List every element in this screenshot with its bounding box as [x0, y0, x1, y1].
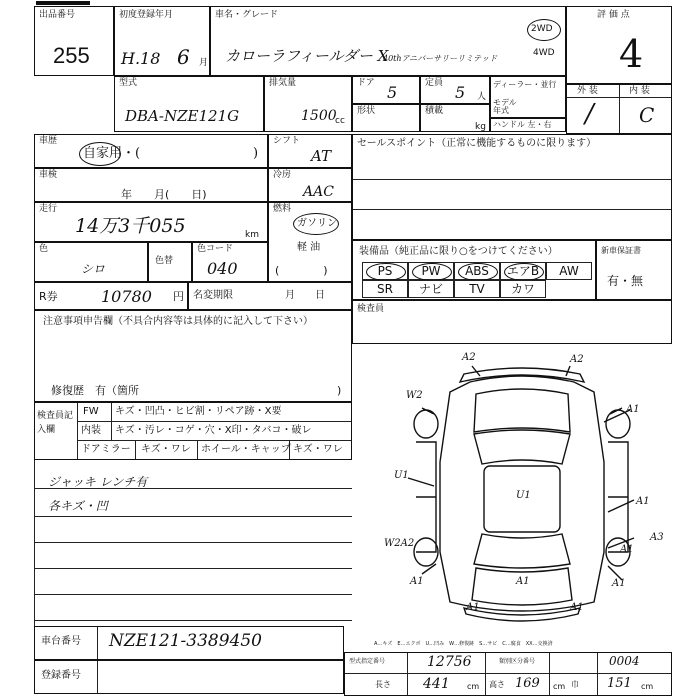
- model-label: 型式: [119, 78, 138, 88]
- exterior-label: 外 装: [577, 86, 598, 96]
- ac-label: 冷房: [273, 170, 292, 180]
- damage-mark: A1: [636, 496, 650, 507]
- score: 4: [619, 32, 644, 76]
- grade-note: 40thアニバーサリーリミテッド: [383, 54, 498, 63]
- recycle: 10780: [101, 287, 152, 306]
- ruled-line: [34, 594, 352, 595]
- score-box: [566, 6, 672, 84]
- lot-number: 255: [53, 43, 90, 68]
- damage-mark: A1: [410, 576, 424, 587]
- car-name-box: [210, 6, 566, 76]
- unit-label-2: 類別区分番号: [499, 658, 536, 665]
- name-change-value: 月 日: [285, 290, 325, 301]
- inspector-note-label: 検査員: [357, 304, 385, 314]
- history-value: 自家用・(: [83, 146, 141, 161]
- mileage: 14万3千055: [75, 215, 186, 237]
- doors-label: ドア: [357, 78, 375, 88]
- mileage-unit: km: [245, 230, 259, 240]
- damage-mark: A2: [570, 354, 584, 365]
- length-label: 長さ: [375, 680, 391, 689]
- doors: 5: [387, 83, 398, 102]
- color-code: 040: [207, 259, 238, 278]
- left-border: [34, 460, 35, 626]
- length-unit: cm: [467, 682, 480, 691]
- equipment-item: エアB: [500, 262, 546, 280]
- warranty-label: 新車保証書: [601, 246, 641, 255]
- repair-label: 修復歴 有（箇所: [51, 384, 139, 397]
- model-year-label: モデル年式: [493, 98, 517, 115]
- selling-box: [352, 134, 672, 240]
- damage-mark: A3: [650, 532, 664, 543]
- load-box: [420, 104, 490, 132]
- damage-mark: A2: [462, 352, 476, 363]
- warranty-value: 有・無: [607, 274, 644, 288]
- interior-label: 内 装: [629, 86, 650, 96]
- car-name: カローラフィールダー X: [225, 47, 389, 65]
- equipment-circle: [504, 263, 544, 281]
- damage-mark: A1: [620, 544, 634, 555]
- width-label: 巾: [571, 680, 579, 689]
- inspector-row3-c4: キズ・ワレ: [293, 444, 343, 455]
- first-reg-label: 初度登録年月: [119, 10, 174, 20]
- inspector-row3-c1: ドアミラー: [81, 444, 131, 455]
- inspection-value: 年 月( 日): [121, 188, 207, 201]
- handwritten-note-1: ジャッキ レンチ有: [48, 475, 148, 489]
- damage-mark: W2: [406, 390, 423, 401]
- lot-label: 出品番号: [39, 10, 76, 20]
- mileage-label: 走行: [39, 204, 58, 214]
- chassis-label: 車台番号: [41, 636, 81, 647]
- interior-grade: C: [639, 103, 655, 127]
- damage-mark: U1: [394, 470, 409, 481]
- handle-box: [490, 118, 566, 132]
- name-change-box: [188, 282, 352, 310]
- width: 151: [607, 676, 632, 691]
- exterior-grade: /: [585, 99, 594, 129]
- equipment-item: カワ: [500, 280, 546, 298]
- shift: AT: [311, 147, 332, 165]
- inspector-table: [34, 402, 352, 460]
- doors-box: [352, 76, 420, 104]
- equipment-item: AW: [546, 262, 592, 280]
- history-label: 車歴: [39, 136, 58, 146]
- equipment-item: PS: [362, 262, 408, 280]
- recycle-box: [34, 282, 188, 310]
- recycle-label: R券: [39, 290, 58, 303]
- capacity: 5: [455, 83, 466, 102]
- shift-label: シフト: [273, 136, 301, 146]
- mileage-box: [34, 202, 268, 242]
- reg-label: 登録番号: [41, 670, 81, 681]
- damage-mark: A1: [626, 404, 640, 415]
- unit-value-2: 0004: [609, 654, 640, 668]
- notes-box: [34, 310, 352, 402]
- equipment-circle: [458, 263, 498, 281]
- shape-box: [352, 104, 420, 132]
- height: 169: [515, 676, 540, 691]
- displacement: 1500: [301, 108, 337, 124]
- displacement-box: [264, 76, 352, 132]
- shape-label: 形状: [357, 106, 376, 116]
- inspector-row1-body: キズ・凹凸・ヒビ割・リペア跡・X要: [115, 406, 282, 417]
- equipment-circle: [366, 263, 406, 281]
- fuel-paren: ( ): [275, 264, 328, 277]
- height-label: 高さ: [489, 680, 505, 689]
- ac-box: [268, 168, 352, 202]
- selling-title: セールスポイント（正常に機能するものに限ります）: [357, 138, 597, 149]
- ruled-line: [34, 542, 352, 543]
- drive-2wd: 2WD: [531, 24, 553, 34]
- lot-box: [34, 6, 114, 76]
- ruled-line: [34, 568, 352, 569]
- fuel-gasoline: ガソリン: [297, 218, 337, 229]
- unit-label-1: 型式指定番号: [349, 658, 386, 665]
- color: シロ: [81, 262, 106, 276]
- warranty-box: [596, 240, 672, 300]
- capacity-box: [420, 76, 490, 104]
- displacement-label: 排気量: [269, 78, 297, 88]
- equipment-title: 装備品（純正品に限り○をつけてください）: [359, 246, 558, 257]
- recycle-yen: 円: [173, 290, 184, 303]
- capacity-unit: 人: [477, 92, 487, 102]
- corner-mark: [36, 1, 90, 5]
- first-reg-year: H.18: [121, 49, 161, 68]
- length: 441: [423, 676, 450, 692]
- color-code-label: 色コード: [197, 244, 234, 254]
- inspector-note-box: [352, 300, 672, 344]
- load-unit: kg: [475, 122, 486, 132]
- color-change-label: 色替: [155, 256, 174, 266]
- inspector-row1-head: FW: [83, 406, 99, 417]
- history-close: ): [253, 146, 259, 161]
- dealer-box: [490, 76, 566, 118]
- inspection-label: 車検: [39, 170, 58, 180]
- handwritten-note-2: 各キズ・凹: [48, 499, 108, 513]
- equipment-item: TV: [454, 280, 500, 298]
- first-reg-box: [114, 6, 210, 76]
- name-change-label: 名変期限: [193, 290, 233, 301]
- equipment-item: ナビ: [408, 280, 454, 298]
- ac: AAC: [303, 184, 334, 200]
- height-unit: cm: [553, 682, 566, 691]
- ruled-line: [34, 620, 352, 621]
- repair-close: ): [337, 384, 342, 397]
- damage-legend: A…キズ E…エクボ U…凹み W…修復跡 S…サビ C…腐食 XX…交換済: [374, 641, 553, 647]
- score-label: 評 価 点: [597, 10, 630, 20]
- equipment-item: PW: [408, 262, 454, 280]
- damage-mark: A1: [612, 578, 626, 589]
- reg-box: [34, 660, 344, 694]
- inspector-row2-body: キズ・汚レ・コゲ・穴・X印・タバコ・破レ: [115, 425, 312, 436]
- load-label: 積載: [425, 106, 444, 116]
- unit-box: [344, 652, 672, 696]
- chassis-box: [34, 626, 344, 660]
- inspector-row3-c3: ホイール・キャップ: [201, 444, 291, 455]
- fuel-box: [268, 202, 352, 282]
- model: DBA-NZE121G: [125, 107, 240, 125]
- inspector-label: 検査員記入欄: [37, 411, 74, 435]
- damage-mark: A1: [516, 576, 530, 587]
- damage-mark: A1: [570, 602, 584, 613]
- capacity-label: 定員: [425, 78, 444, 88]
- month-suffix: 月: [199, 58, 209, 68]
- car-name-label: 車名・グレード: [215, 10, 279, 20]
- fuel-diesel: 軽 油: [297, 242, 321, 253]
- shift-box: [268, 134, 352, 168]
- fuel-label: 燃料: [273, 204, 292, 214]
- color-code-box: [192, 242, 268, 282]
- damage-mark: U1: [516, 490, 531, 501]
- dealer-label: ディーラー・並行: [493, 80, 557, 89]
- model-box: [114, 76, 264, 132]
- unit-value-1: 12756: [427, 654, 472, 670]
- inspector-row3-c2: キズ・ワレ: [141, 444, 191, 455]
- damage-mark: W2A2: [384, 538, 415, 549]
- notes-title: 注意事項申告欄（不具合内容等は具体的に記入して下さい）: [43, 316, 313, 327]
- inspection-box: [34, 168, 268, 202]
- drive-4wd: 4WD: [533, 48, 555, 58]
- ext-int-box: [566, 84, 672, 134]
- equipment-item: ABS: [454, 262, 500, 280]
- equipment-circle: [412, 263, 452, 281]
- color-box: [34, 242, 148, 282]
- color-change-box: [148, 242, 192, 282]
- damage-mark: A1: [466, 602, 480, 613]
- width-unit: cm: [641, 682, 654, 691]
- handle-label: ハンドル 左・右: [493, 120, 552, 129]
- displacement-unit: cc: [335, 116, 345, 126]
- inspector-row2-head: 内装: [81, 425, 101, 436]
- first-reg-month: 6: [177, 45, 190, 69]
- equipment-item: SR: [362, 280, 408, 298]
- chassis: NZE121-3389450: [109, 631, 262, 651]
- ruled-line: [34, 516, 352, 517]
- color-label: 色: [39, 244, 49, 254]
- history-box: [34, 134, 268, 168]
